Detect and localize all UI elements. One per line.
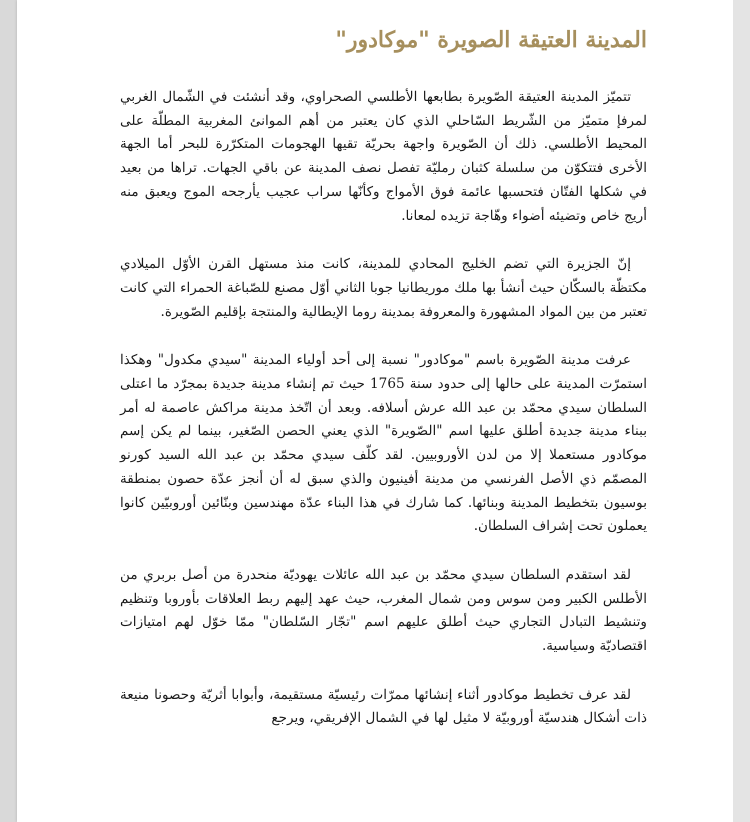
paragraph-4: لقد استقدم السلطان سيدي محمّد بن عبد الله عائلات يهوديّة منحدرة من أصل بربري من الأطلس الكبير ومن سوس ومن شمال المغرب، حيث عهد إليهم ربط العلاقات بأوروبا وتنظيم وتنشيط التبادل التجاري حيث أطلق عليهم اسم "تجّار السّلطان" ممّا خوّل لهم امتيازات اقتصاديّة وسياسية. [120,566,647,655]
viewer-scroll-track[interactable] [733,0,750,822]
paragraph-1: تتميّز المدينة العتيقة الصّويرة بطابعها الأطلسي الصحراوي، وقد أنشئت في الشّمال الغربي لمرفإ متميّز من الشّريط السّاحلي الذي كان يعتبر من أهم الموانئ المغربية المطلّة على المحيط الأطلسي. ذلك أن الصّويرة واجهة بحريّة تقيها الهجومات المتكرّرة للبحر أما الجهة الأخرى فتتكوّن من سلسلة كثبان رمليّة تفصل نصف المدينة عن باقي الجهات. تراها من بعيد في شكلها الفتّان فتحسبها عائمة فوق الأمواج وكأنّها سراب عجيب يأرجحه الموج ويعبق منه أريج خاص وتضيئه أضواء وهّاجة تزيده لمعانا. [120,89,647,224]
document-body [120,86,647,756]
paragraph-2: إنّ الجزيرة التي تضم الخليج المحادي للمدينة، كانت منذ مستهل القرن الأوّل الميلادي مكتظّة بالسكّان حيث أنشأ بها ملك موريطانيا جوبا الثاني أوّل مصنع للصّباغة الحمراء التي كانت تعتبر من بين المواد المشهورة والمعروفة بمدينة روما الإيطالية والمنتجة بإقليم الصّويرة. [120,256,647,320]
document-page [17,0,733,822]
paragraph-5: لقد عرف تخطيط موكادور أثناء إنشائها ممرّات رئيسيّة مستقيمة، وأبوابا أثريّة وحصونا منيعة ذات أشكال هندسيّة أوروبيّة لا مثيل لها في الشمال الإفريقي، ويرجع [120,686,647,727]
paragraph-3: عرفت مدينة الصّويرة باسم "موكادور" نسبة إلى أحد أولياء المدينة "سيدي مكدول" وهكذا استمرّت المدينة على حالها إلى حدود سنة 1765 حيث تم إنشاء مدينة جديدة بمجرّد ما اعتلى السلطان سيدي محمّد بن عبد الله عرش أسلافه. وبعد أن اتّخذ مدينة مراكش عاصمة له أمر ببناء مدينة جديدة أطلق عليها اسم "الصّويرة" الذي يعني الحصن الصّغير، بينما لم يكن إسم موكادور مستعملا إلا من لدن الأوروبيين. لقد كلّف سيدي محمّد بن عبد الله السيد كورنو المصمّم ذي الأصل الفرنسي من مدينة أفينيون والذي سبق له أن أنجز عدّة حصون بمنطقة بوسيون بتخطيط المدينة وبنائها. كما شارك في هذا البناء عدّة مهندسين وبنّائين أوروبيّين كانوا يعملون تحت إشراف السلطان. [120,352,648,535]
document-title: المدينة العتيقة الصويرة "موكادور" [335,27,647,53]
